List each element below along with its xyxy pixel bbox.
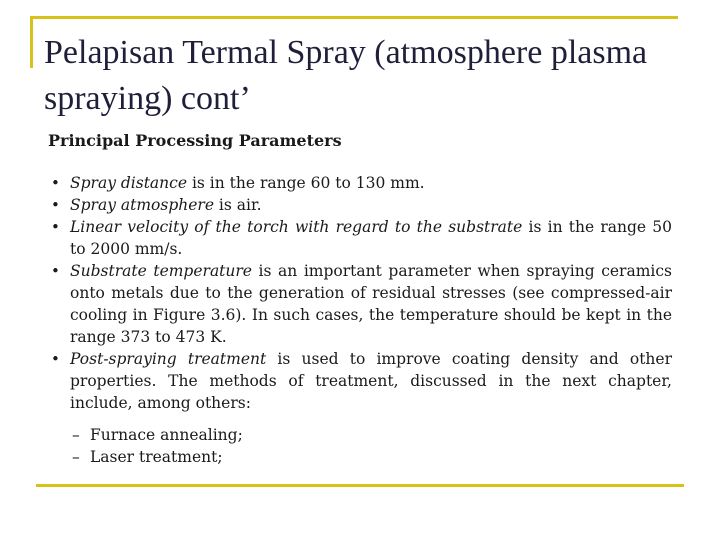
dash-icon: – [72,448,80,466]
sublist-text: Laser treatment; [90,448,223,466]
sublist-item [48,446,672,468]
list-item [48,216,672,260]
parameter-term: Linear velocity of the torch with regard to the substrate [70,218,523,236]
dash-icon: – [72,426,80,444]
excerpt-heading: Principal Processing Parameters [48,131,342,150]
slide-title: Pelapisan Termal Spray (atmosphere plasma spraying) cont’ [44,34,648,117]
bullet-icon: • [51,196,60,214]
parameter-text: is in the range 60 to 130 mm. [187,174,425,192]
sublist-item [48,424,672,446]
title-rule-left [30,16,33,68]
title-rule-top [30,16,678,19]
parameter-term: Spray distance [70,174,188,192]
bullet-icon: • [51,262,60,280]
parameter-term: Spray atmosphere [70,196,214,214]
list-item [48,348,672,414]
sublist-text: Furnace annealing; [90,426,243,444]
book-excerpt [48,130,672,468]
list-item [48,194,672,216]
parameter-text: is air. [214,196,262,214]
parameter-text: is in the range 50 to 2000 mm/s. [70,218,672,258]
parameter-text: is used to improve coating density and other properties. The methods of treatment, discussed in the next chapter, include, among others: [70,350,672,412]
parameter-text: is an important parameter when spraying ceramics onto metals due to the generation of residual stresses (see compressed-air cooling in Figure 3.6). In such cases, the temperature should be kept in the range 373 to 473 K. [70,262,673,346]
list-item [48,172,672,194]
treatment-sublist [48,424,672,468]
bottom-rule [36,484,684,487]
bullet-icon: • [51,174,60,192]
bullet-icon: • [51,350,60,368]
list-item [48,260,672,348]
parameter-list [48,172,672,414]
parameter-term: Substrate temperature [70,262,252,280]
parameter-term: Post-spraying treatment [70,350,267,368]
bullet-icon: • [51,218,60,236]
